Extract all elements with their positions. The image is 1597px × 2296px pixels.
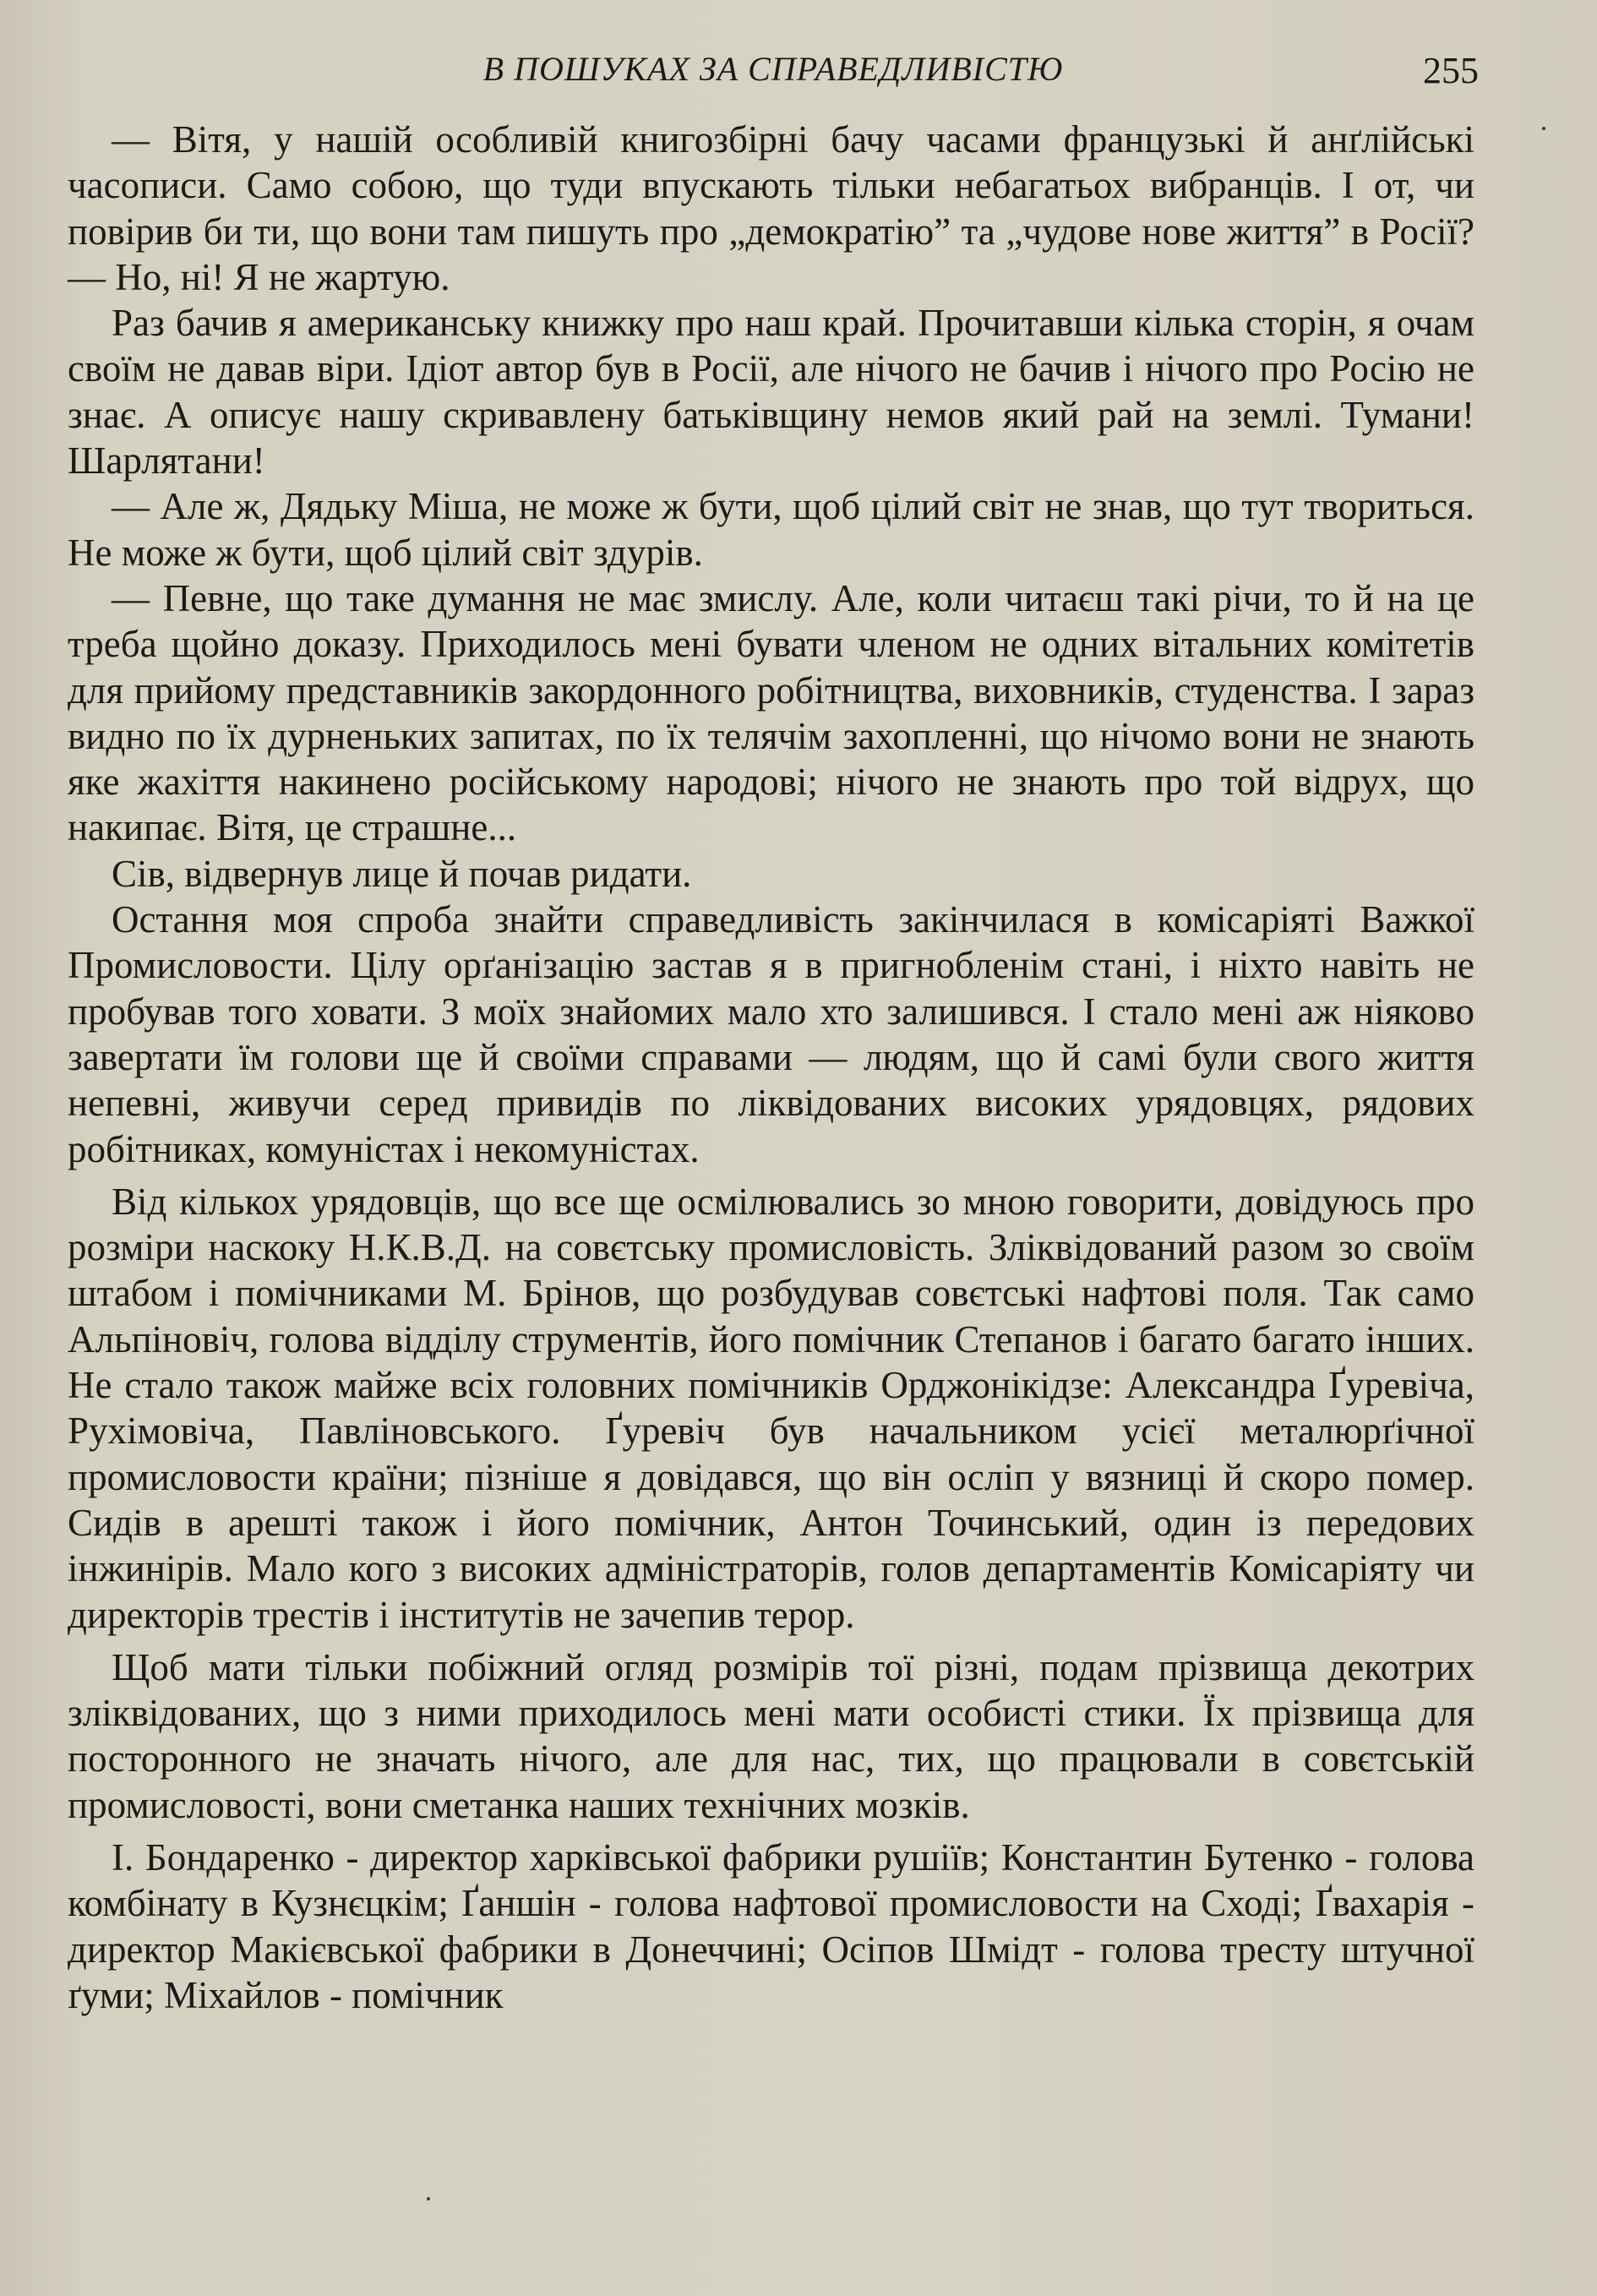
paragraph: Сів, відвернув лице й почав ридати. (112, 852, 692, 895)
paragraph: — Певне, що таке думання не має змислу. Але, коли читаєш такі річи, то й на це треба щойно доказу. Приходилось мені бувати членом не одних вітальних комітетів для прийому представників закордонного робітництва, виховників, студенства. І зараз видно по їх дурненьких запитах, по їх телячім захопленні, що нічомо вони не знають яке жахіття накинено російському народові; нічого не знають про той відрух, що накипає. Вітя, це страшне... (68, 576, 1474, 849)
paragraph: Остання моя спроба знайти справедливість закінчилася в комісаріяті Важкої Промисловости. Цілу орґанізацію застав я в пригнобленім стані, і ніхто навіть не пробував того ховати. З моїх знайомих мало хто залишився. І стало мені аж ніяково завертати їм голови ще й своїми справами — людям, що й самі були свого життя непевні, живучи серед привидів по ліквідованих високих урядовцях, рядових робітниках, комуністах і некомуністах. (68, 898, 1474, 1170)
paragraph: І. Бондаренко - директор харківської фабрики рушіїв; Константин Бутенко - голова комбінату в Кузнєцкім; Ґаншін - голова нафтової промисловости на Сході; Ґвахарія - директор Макієвської фабрики в Донеччині; Осіпов Шмідт - голова тресту штучної ґуми; Міхайлов - помічник (68, 1835, 1474, 2016)
body-text (68, 117, 1474, 2018)
paragraph: Від кількох урядовців, що все ще осмілювались зо мною говорити, довідуюсь про розміри наскоку Н.К.В.Д. на совєтську промисловість. Зліквідований разом зо своїм штабом і помічниками М. Брінов, що розбудував совєтські нафтові поля. Так само Альпіновіч, голова відділу струментів, його помічник Степанов і багато багато інших. Не стало також майже всіх головних помічників Орджонікідзе: Александра Ґуревіча, Рухімовіча, Павліновського. Ґуревіч був начальником усієї металюрґічної промисловости країни; пізніше я довідався, що він осліп у вязниці й скоро помер. Сидів в арешті також і його помічник, Антон Точинський, один із передових інжинірів. Мало кого з високих адміністраторів, голов департаментів Комісаріяту чи директорів трестів і інститутів не зачепив терор. (68, 1180, 1474, 1636)
page-number: 255 (1423, 50, 1479, 91)
paragraph: Раз бачив я американську книжку про наш край. Прочитавши кілька сторін, я очам своїм не давав віри. Ідіот автор був в Росії, але нічого не бачив і нічого про Росію не знає. А описує нашу скривавлену батьківщину немов який рай на землі. Тумани! Шарлятани! (68, 302, 1474, 483)
running-head (68, 49, 1479, 100)
paragraph: — Вітя, у нашій особливій книгозбірні бачу часами французькі й анґлійські часописи. Само собою, що туди впускають тільки небагатьох вибранців. І от, чи повірив би ти, що вони там пишуть про „демократію” та „чудове нове життя” в Росії? — Но, ні! Я не жартую. (68, 118, 1474, 298)
running-title: В ПОШУКАХ ЗА СПРАВЕДЛИВІСТЮ (482, 50, 1064, 88)
paragraph: Щоб мати тільки побіжний огляд розмірів тої різні, подам прізвища декотрих зліквідованих, що з ними приходилось мені мати особисті стики. Їх прізвища для посторонного не значать нічого, але для нас, тих, що працювали в совєтській промисловості, вони сметанка наших технічних мозків. (68, 1645, 1474, 1826)
paragraph: — Але ж, Дядьку Міша, не може ж бути, щоб цілий світ не знав, що тут твориться. Не може ж бути, щоб цілий світ здурів. (68, 485, 1474, 574)
paper-speck (1542, 127, 1545, 130)
paper-speck (427, 2197, 430, 2201)
